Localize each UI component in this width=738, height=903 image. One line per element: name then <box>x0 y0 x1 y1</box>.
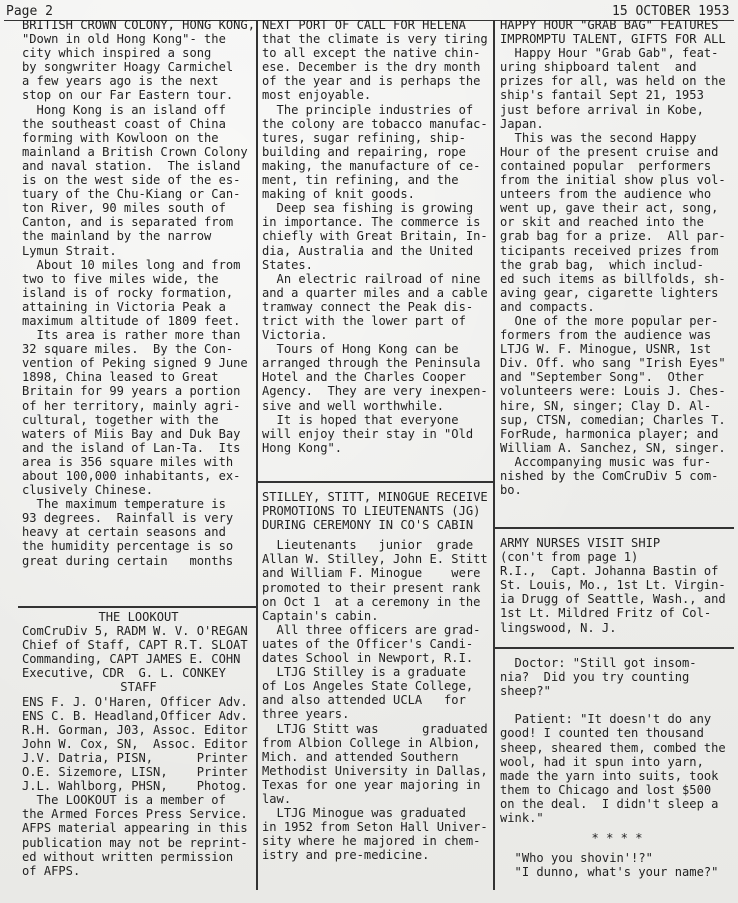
article-line: Japan. <box>500 116 544 131</box>
joke-line: them to Chicago and lost $500 <box>500 782 712 797</box>
article-line: formers from the audience was <box>500 328 712 343</box>
staff-title: STAFF <box>120 680 157 695</box>
article-line: sity where he majored in chem- <box>262 834 481 849</box>
article-line: ForRude, harmonica player; and <box>500 426 719 441</box>
staff-line: ENS C. B. Headland,Officer Adv. <box>22 708 248 723</box>
hong-kong-article <box>22 18 255 568</box>
article-line: area is 356 square miles with <box>22 454 234 469</box>
article-line: The maximum temperature is <box>22 497 226 512</box>
article-line: dates School in Newport, R.I. <box>262 651 474 666</box>
article-line: the mainland by the narrow <box>22 229 212 244</box>
article-line: is on the west side of the es- <box>22 173 241 188</box>
article-line: ese. December is the dry month <box>262 60 481 75</box>
article-line: three years. <box>262 707 350 722</box>
article-line: the southeast coast of China <box>22 116 226 131</box>
article-line: the colony are tobacco manufac- <box>262 116 488 131</box>
headline-line: NEXT PORT OF CALL FOR HELENA <box>262 18 466 32</box>
notice-line: publication may not be reprint- <box>22 835 248 850</box>
article-line: Canton, and is separated from <box>22 215 234 230</box>
article-line: Allan W. Stilley, John E. Stitt <box>262 552 488 567</box>
article-line: prizes for all, was held on the <box>500 74 726 89</box>
article-line: 93 degrees. Rainfall is very <box>22 511 234 526</box>
article-line: will enjoy their stay in "Old <box>262 426 474 441</box>
article-line: lingswood, N. J. <box>500 620 617 635</box>
masthead-line: Chief of Staff, CAPT R.T. SLOAT <box>22 638 248 653</box>
joke-line: Doctor: "Still got insom- <box>500 656 697 670</box>
article-line: Happy Hour "Grab Gab", feat- <box>500 46 719 61</box>
article-line: volunteers were: Louis J. Ches- <box>500 384 726 399</box>
notice-line: The LOOKOUT is a member of <box>22 793 226 808</box>
article-line: arranged through the Peninsula <box>262 356 481 371</box>
article-line: and naval station. The island <box>22 158 241 173</box>
article-line: One of the more popular per- <box>500 313 719 328</box>
article-line: a few years ago is the next <box>22 74 219 89</box>
article-line: of the year and is perhaps the <box>262 74 481 89</box>
article-line: ed such items as billfolds, sh- <box>500 271 726 286</box>
article-line: tures, sugar refining, ship- <box>262 130 466 145</box>
staff-line: O.E. Sizemore, LISN, Printer <box>22 765 248 780</box>
article-line: making, the manufacture of ce- <box>262 158 481 173</box>
article-line: Lymun Strait. <box>22 243 117 258</box>
article-line: to all except the native chin- <box>262 46 481 61</box>
article-line: LTJG Minogue was graduated <box>262 806 466 821</box>
article-line: or skit and reached into the <box>500 215 704 230</box>
article-line: and compacts. <box>500 299 595 314</box>
article-line: ment, tin refining, and the <box>262 173 459 188</box>
article-line: great during certain months <box>22 553 234 568</box>
joke-line: sheep, sheared them, combed the <box>500 740 726 755</box>
article-line: 32 square miles. By the Con- <box>22 342 234 357</box>
notice-line: AFPS material appearing in this <box>22 821 248 836</box>
article-line: just before arrival in Kobe, <box>500 102 704 117</box>
article-line: The principle industries of <box>262 102 474 117</box>
article-line: and the island of Lan-Ta. Its <box>22 440 241 455</box>
article-line: William A. Sanchez, SN, singer. <box>500 440 726 455</box>
article-line: and a quarter miles and a cable <box>262 285 488 300</box>
army-nurses-article <box>500 536 734 635</box>
article-line: stop on our Far Eastern tour. <box>22 88 234 103</box>
staff-line: J.V. Datria, PISN, Printer <box>22 750 248 765</box>
article-line: promoted to their present rank <box>262 580 481 595</box>
joke-line: "Who you shovin'!?" <box>500 851 653 866</box>
article-line: ship's fantail Sept 21, 1953 <box>500 88 704 103</box>
article-line: unteers from the audience who <box>500 187 712 202</box>
headline-line: STILLEY, STITT, MINOGUE RECEIVE <box>262 490 488 504</box>
joke-separator: * * * * <box>591 831 643 846</box>
article-line: in 1952 from Seton Hall Univer- <box>262 820 488 835</box>
article-line: of her territory, mainly agri- <box>22 398 241 413</box>
article-line: uring shipboard talent and <box>500 60 697 75</box>
headline-line: (con't from page 1) <box>500 550 639 565</box>
article-line: LTJG Stilley is a graduate <box>262 665 466 680</box>
staff-line: ENS F. J. O'Haren, Officer Adv. <box>22 694 248 709</box>
notice-line: the Armed Forces Press Service. <box>22 807 248 822</box>
lookout-divider <box>18 606 256 608</box>
article-line: Hour of the present cruise and <box>500 144 719 159</box>
article-line: that the climate is very tiring <box>262 32 488 47</box>
promotions-article <box>262 490 492 862</box>
article-line: LTJG W. F. Minogue, USNR, 1st <box>500 342 712 357</box>
joke-line: Patient: "It doesn't do any <box>500 712 712 727</box>
article-line: Britain for 99 years a portion <box>22 384 241 399</box>
article-line: and also attended UCLA for <box>262 693 466 708</box>
article-line: went up, gave their act, song, <box>500 201 719 216</box>
article-line: LTJG Stitt was graduated <box>262 721 488 736</box>
article-line: clusively Chinese. <box>22 483 154 498</box>
column-divider-left <box>256 20 258 890</box>
article-line: from the initial show plus vol- <box>500 173 726 188</box>
article-line: in importance. The commerce is <box>262 215 481 230</box>
headline-line: BRITISH CROWN COLONY, HONG KONG, <box>22 18 255 32</box>
article-line: Its area is rather more than <box>22 328 241 343</box>
article-line: grab bag for a prize. All par- <box>500 229 726 244</box>
article-line: R.I., Capt. Johanna Bastin of <box>500 564 719 579</box>
article-line: tramway connect the Peak dis- <box>262 299 474 314</box>
article-line: ia Drugg of Seattle, Wash., and <box>500 592 726 607</box>
article-line: dia, Australia and the United <box>262 243 474 258</box>
article-line: Hotel and the Charles Cooper <box>262 370 466 385</box>
joke-line: on the deal. I didn't sleep a <box>500 796 719 811</box>
staff-line: R.H. Gorman, J03, Assoc. Editor <box>22 722 248 737</box>
joke-line: wink." <box>500 811 544 826</box>
article-line: ton River, 90 miles south of <box>22 201 226 216</box>
article-line: contained popular performers <box>500 158 712 173</box>
article-line: St. Louis, Mo., 1st Lt. Virgin- <box>500 578 726 593</box>
article-line: waters of Miis Bay and Duk Bay <box>22 426 241 441</box>
article-line: attaining in Victoria Peak a <box>22 299 226 314</box>
headline-line: ARMY NURSES VISIT SHIP <box>500 536 661 550</box>
joke-line: "I dunno, what's your name?" <box>500 865 719 880</box>
article-line: All three officers are grad- <box>262 622 481 637</box>
article-line: Accompanying music was fur- <box>500 454 712 469</box>
next-port-article <box>262 18 492 455</box>
lookout-masthead <box>22 610 255 878</box>
article-line: city which inspired a song <box>22 46 212 61</box>
joke-line: good! I counted ten thousand <box>500 726 704 741</box>
article-line: from Albion College in Albion, <box>262 735 481 750</box>
article-line: and William F. Minogue were <box>262 566 481 581</box>
article-line: Captain's cabin. <box>262 608 379 623</box>
headline-line: IMPROMPTU TALENT, GIFTS FOR ALL <box>500 32 726 47</box>
masthead-line: Commanding, CAPT JAMES E. COHN <box>22 652 241 667</box>
joke-line: wool, had it spun into yarn, <box>500 754 704 769</box>
article-line: Mich. and attended Southern <box>262 749 459 764</box>
article-line: Texas for one year majoring in <box>262 777 481 792</box>
article-line: It is hoped that everyone <box>262 412 459 427</box>
article-line: Agency. They are very inexpen- <box>262 384 488 399</box>
article-line: chiefly with Great Britain, In- <box>262 229 488 244</box>
masthead-line: Executive, CDR G. L. CONKEY <box>22 666 226 681</box>
article-line: vention of Peking signed 9 June <box>22 356 248 371</box>
page-number: Page 2 <box>6 4 53 19</box>
article-line: most enjoyable. <box>262 88 372 103</box>
insomnia-joke <box>500 656 734 879</box>
article-line: law. <box>262 791 292 806</box>
article-line: cultural, together with the <box>22 412 219 427</box>
article-line: tuary of the Chu-Kiang or Can- <box>22 187 241 202</box>
article-line: forming with Kowloon on the <box>22 130 219 145</box>
lookout-title: THE LOOKOUT <box>98 610 179 624</box>
notice-line: of AFPS. <box>22 863 81 878</box>
happy-hour-article <box>500 18 734 497</box>
headline-line: PROMOTIONS TO LIEUTENANTS (JG) <box>262 504 481 519</box>
article-line: istry and pre-medicine. <box>262 848 430 863</box>
joke-line: made the yarn into suits, took <box>500 768 719 783</box>
article-line: trict with the lower part of <box>262 313 466 328</box>
article-line: the grab bag, which includ- <box>500 257 704 272</box>
joke-line: sheep?" <box>500 684 551 699</box>
article-line: island is of rocky formation, <box>22 285 234 300</box>
joke-line <box>500 698 734 712</box>
article-line: hire, SN, singer; Clay D. Al- <box>500 398 712 413</box>
joke-line: nia? Did you try counting <box>500 670 690 685</box>
article-line: An electric railroad of nine <box>262 271 481 286</box>
article-line: Methodist University in Dallas, <box>262 763 488 778</box>
article-line: the humidity percentage is so <box>22 539 234 554</box>
article-line: Div. Off. who sang "Irish Eyes" <box>500 356 726 371</box>
article-line: heavy at certain seasons and <box>22 525 226 540</box>
article-line: States. <box>262 257 313 272</box>
article-line: Lieutenants junior grade <box>262 538 474 553</box>
notice-line: ed without written permission <box>22 849 234 864</box>
headline-line: DURING CEREMONY IN CO'S CABIN <box>262 518 474 533</box>
article-line: building and repairing, rope <box>262 144 466 159</box>
article-line: on Oct 1 at a ceremony in the <box>262 594 481 609</box>
joke-divider <box>494 647 734 649</box>
article-line: Victoria. <box>262 328 328 343</box>
masthead-line: ComCruDiv 5, RADM W. V. O'REGAN <box>22 624 248 639</box>
article-line: sive and well worthwhile. <box>262 398 445 413</box>
headline-line: HAPPY HOUR "GRAB BAG" FEATURES <box>500 18 719 32</box>
article-line: Tours of Hong Kong can be <box>262 342 459 357</box>
article-line: and "September Song". Other <box>500 370 704 385</box>
article-line: mainland a British Crown Colony <box>22 144 248 159</box>
article-line: Deep sea fishing is growing <box>262 201 474 216</box>
issue-date: 15 OCTOBER 1953 <box>612 4 730 19</box>
article-line: about 100,000 inhabitants, ex- <box>22 469 241 483</box>
article-line: ticipants received prizes from <box>500 243 719 258</box>
article-line: About 10 miles long and from <box>22 257 241 272</box>
column-divider-right <box>493 20 495 890</box>
article-line: 1st Lt. Mildred Fritz of Col- <box>500 606 712 621</box>
article-line: maximum altitude of 1809 feet. <box>22 313 241 328</box>
article-line: This was the second Happy <box>500 130 697 145</box>
article-line: sup, CTSN, comedian; Charles T. <box>500 412 726 427</box>
article-line: Hong Kong". <box>262 440 343 455</box>
article-line: nished by the ComCruDiv 5 com- <box>500 469 719 483</box>
article-line: aving gear, cigarette lighters <box>500 285 719 300</box>
article-line: uates of the Officer's Candi- <box>262 636 474 651</box>
article-line: two to five miles wide, the <box>22 271 219 286</box>
article-line: by songwriter Hoagy Carmichel <box>22 60 234 75</box>
promo-divider <box>257 481 493 483</box>
staff-line: J.L. Wahlborg, PHSN, Photog. <box>22 779 248 794</box>
article-line: bo. <box>500 483 522 498</box>
article-line: of Los Angeles State College, <box>262 679 474 694</box>
nurses-divider <box>494 527 734 529</box>
article-line: Hong Kong is an island off <box>22 102 226 117</box>
article-line: "Down in old Hong Kong"- the <box>22 32 226 47</box>
article-line: 1898, China leased to Great <box>22 370 219 385</box>
article-line: making of knit goods. <box>262 187 415 202</box>
staff-line: John W. Cox, SN, Assoc. Editor <box>22 736 248 751</box>
